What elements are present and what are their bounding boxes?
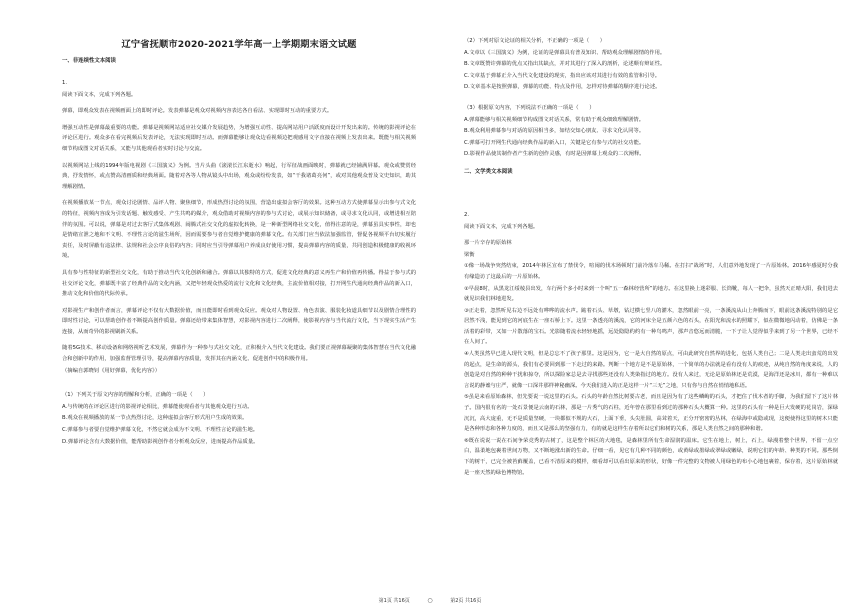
reading-instruction: 阅读下面文本，完成下列各题。 <box>62 91 137 98</box>
passage-paragraph: 随着5G技术、移动设备和网络视听艺术发展，弹幕作为一种参与式社交文化，正积极介入当代文化建设。我们要正视弹幕凝聚的集体智慧在当代文化融合和创新中的作用，加强监督管理引导，提高弹幕内容质量，发挥其在内涵文化、促进创作中的积极作用。 <box>62 345 416 363</box>
passage-paragraph: 增强互动性是弹幕最重要的功能。弹幕是视频网站适应社交媒介发展趋势，为增强互动性、提高网站用户活跃度而设计开发出来的。传统的影视评论在评论区进行。观众多在看完视频后发表评论，无法实现即时互动。而弹幕能够让观众边看视频边把观感用文字直接在视频上发表出来。既能与相关视频细节构成图文对话关系，又能与其他观看者实时讨论与交流。 <box>62 124 416 152</box>
answer-option-b[interactable]: B.观众利用弹幕参与对话的原因相当多，如结交知心朋友、寻求文化认同等。 <box>464 128 645 135</box>
passage-source: （摘编自郭晓钊《用好弹幕，优化内容》） <box>62 367 160 374</box>
page-footer <box>0 597 860 604</box>
story-paragraph: ⑥既在说说一说在石间争荣竞秀的古树了，这是整个林区的大地毯，是森林里所有生命湿润的温床。它生在地上，树上，石上，绿漫着整个世界，不留一点空白，温柔地包裹着世间万物，又不断地涨出新的生命。仔细一看，见它有几种不同的颜色，或黄绿或墨绿或翠绿或嫩绿，说明它们的年龄、种类的不同。那些倒下的树干，已完全被苔藓覆盖，已看不清原来的模样，细看却可以看出原来的形状，好像一件完整的文物被人用绿色的布小心地包裹着，保存着，这片原始林就是一座天然的绿色博物馆。 <box>464 437 838 476</box>
story-body <box>464 261 838 478</box>
page-number-right: 第2页 共16页 <box>450 598 482 604</box>
section-heading-nonliterary: 一、非连续性文本阅读 <box>62 58 116 64</box>
answer-option-d[interactable]: D.文章基本是按照弹幕，弹幕的功能、特点及作用，怎样对待弹幕的顺序进行论述。 <box>464 84 661 91</box>
passage-paragraph: 具有参与性特征的新型社交文化，有助于推动当代文化创新和融合。弹幕以其独特的方式，促进文化经典的意义再生产和价值再传播。得益于参与式的社交评论文化，弹幕既丰富了经典作品的文化内涵，又把年轻观众热爱的流行文化和文化经典，主流价值相对接，打开网生代通向经典作品的新入口，推动文化和价值的代际传承。 <box>62 269 416 298</box>
answer-option-a[interactable]: A.文章以《三国演义》为例，论证的是弹幕具有普及知识、帮助观众理解剧情的作用。 <box>464 49 666 56</box>
question-2 <box>464 36 838 94</box>
story-author: 梁衡 <box>464 251 475 258</box>
binding-hole-icon: ○ <box>427 597 433 604</box>
passage-paragraph: 对影视生产和创作者而言，弹幕评论不仅有大数据价值，而且能即时看到观众反应。观众对人物设置、角色表演、服装化妆道具细节以及剧情合理性的即时性讨论，可以帮助创作者不断提高创作质量。弹幕还给带来集体智慧，对影视内容进行二次阐释，使影视内容与当代流行文化，当下现实生活产生连接，从而奇异的影视刷新关系。 <box>62 307 416 335</box>
question-number: 1. <box>62 80 68 86</box>
question-stem: （2）下列对原文论证的相关分析，不正确的一项是（ ） <box>464 38 606 44</box>
answer-option-c[interactable]: C.弹幕可打开网生代通向经典作品的新入口，关键是它有参与式的社交功能。 <box>464 139 645 146</box>
answer-option-c[interactable]: C.文章基于弹幕正介入当代文化建设的现实，指出应该对其进行有效的监管和引导。 <box>464 72 661 79</box>
answer-option-c[interactable]: C.弹幕参与者要自觉维护弹幕文化，不然它就会成为不文明、不理性言论的滋生地。 <box>62 427 259 434</box>
answer-option-b[interactable]: B.文章既赞许弹幕的优点又指出其缺点，并对其进行了深入的剖析，论述颇有辩证性。 <box>464 61 666 68</box>
question-3 <box>464 103 838 161</box>
section-heading-literary: 二、文学类文本阅读 <box>464 168 513 175</box>
passage-paragraph: 在视频播放某一节点，观众讨论剧情、品评人物、聚焦细节，形成热烈讨论的氛围，营造出虚拟会客厅的效果。这种互动方式使弹幕显示出参与式文化的特征，视频内容成为引发话题、触发感受、产生共鸣的媒介，观众借助对视频内容的参与式讨论，或展示知识储备，或寻求文化认同，或增进相互陪伴的氛围。可以说，弹幕是对过去客厅式集体观剧、闹腾式社交文化的虚拟化转换，是一种新型网络社交文化，值得注意的是，弹幕虽具实事性，却也是情绪宣泄之地和不文明、不理性言论的滋生场所，因而需要参与者自觉维护健康的弹幕文化。有关部门应当依法加强监管，督促各视频平台切实履行责任，及时屏蔽有违法律、法规和社会公序良俗的内容；同时应当引导弹幕用户养成良好使用习惯，提高弹幕内容的质量，共同创造积极健康的收视环境。 <box>62 200 416 260</box>
passage-paragraph: 以视频网站上线的1994年版电视剧《三国演义》为例。当片头曲《滚滚长江东逝水》响起，行军征战画面映时，弹幕就已经铺满屏幕。观众或赞赏经典，抒发情怀，或点赞高清画质和经典场面。随着对各等人物从镜头中出场，观众或纷纷发表，如“干我诸葛亮何”，或对其他观众普及文史知识，助其理解剧情。 <box>62 162 416 190</box>
page-number-left: 第1页 共16页 <box>378 598 410 604</box>
question-1 <box>62 390 416 448</box>
reading-instruction: 阅读下面文本，完成下列各题。 <box>464 223 539 230</box>
passage-body <box>62 106 416 376</box>
answer-option-b[interactable]: B.观众在视频播放的某一节点热烈讨论，这种虚拟会客厅形式用户生成的效果。 <box>62 415 248 422</box>
right-page <box>430 0 860 608</box>
question-stem: （3）根据原文内容，下列说法不正确的一项是（ ） <box>464 104 595 111</box>
story-paragraph: ④人类虽然早已进入现代文明，但是总忘不了孩子那里。这是因为，它一是大自然的原点，可由此研究自然界的进化，包括人类自己；二是人类走出蛮荒的出发的起点，是生命的源头，我们有必要回到那一下走过的来路。判断一个地方是不是原始林，一个简单的办法就是看有没有人的痕迹，从纯自然的角度来说，人的创造是对自然的种种干扰和掠夺，所以探险家总是去寻找那些还没有人类染指过的地方。没有人来过，无论是原始林还是荒漠，是海洋还是冰川，都有一种难以言说的静谧与庄严，就像一口深井那样神秘幽深。今天我们进入的正是这样一片“三无”之地，只有你与自然在悄悄地私语。 <box>464 351 838 389</box>
story-paragraph: ②早晨8时，从黑龙江绥棱县出发，车行两个多小时来到一个叫“五一森林经营所”的地方。在这里换上迷彩服、长筒靴，每人一把伞，虽然天正晴大阳，我们进去就见识我们林地进发。 <box>464 285 838 303</box>
answer-option-d[interactable]: D.弹幕评论含有大数据价值，能帮助影视创作者分析观众反应，进而提高作品质量。 <box>62 438 259 445</box>
answer-option-d[interactable]: D.影视作品使其制作者产生新的创作灵感，有时是因弹幕上观众的二次阐释。 <box>464 151 645 158</box>
passage-paragraph: 弹幕，即观众发表在视频画面上的即时评论。发表弹幕是观众对视频内容表达各自看法、实现即时互动的重要方式。 <box>62 108 333 115</box>
answer-option-a[interactable]: A.与传统的在评论区进行的影视评论相比，弹幕能使观看者与其他观众进行互动。 <box>62 403 253 410</box>
story-paragraph: ③正走着，忽然听见右边不远处有哗哗的流水声。踮着石头、草墩，钻过横七竖八的灌木，忽然眼前一亮，一条溪流从山上奔腾而下，眼前这条溪流特别的是它居然不浅，能见到它的河底生在一座石桥上下。这里一条透亮的溪流，它的河床全是五颜六色的石头，在阳光和流水的照耀下，似在微微地闪动着，仿佛是一条活着的彩带，又如一片散落的宝石。光影随着流水轻轻地摇，远处隐隐约约有一种鸟鸣声，那声音悠远而清脆，一下子让人觉得似乎来到了另一个世界，已经不在人间了。 <box>464 307 838 346</box>
exam-title: 辽宁省抚顺市2020-2021学年高一上学期期末语文试题 <box>121 39 357 50</box>
answer-option-a[interactable]: A.弹幕能够与相关视频细节构成图文对话关系，常有助于观众细致理解剧情。 <box>464 116 645 123</box>
story-paragraph: ①像一场战争突然结束，2014年林区宣布了禁伐令，喧闹的伐木场顿时门前冷落车马稀。在打扫“战场”时，人们意外地发现了一片原始林。2016年感夏时分我有缘造访了这最后的一片原始林。 <box>464 263 838 280</box>
question-number: 2. <box>464 211 470 218</box>
story-paragraph: ⑤虽是来看原始森林，但先要说一说这里的石头。石头的年龄自然比树要古老，而且是因为有了这些嶙峋的石头，才把住了伐木者的手脚，为我们留下了这片林子。国内很有名的一处石景便是云南的石林，那是一片秀气的石柱，近年曾在那里看到过的那种石头大概算一种。这里的石头有一种是巨大发硬的花岗岩，深绿沉沉，高大庞重，无不是质量坚硬，一块都似不规的大石，上面下垂，头尖肚圆，高耸着天，正分开密密的丛林，在绿海中或隐或现，这便使得这里的树木只能是各种形态和各种力度的，而且又是那么的坚强有力，有的就是这样生存着所以它们和树的关系，那是人类自然之间的那种和谐。 <box>464 394 838 433</box>
question-stem: （1）下列关于原文内容的理解和分析，正确的一项是（ ） <box>62 392 209 399</box>
story-title: 那一片辛存的原始林 <box>464 240 512 247</box>
